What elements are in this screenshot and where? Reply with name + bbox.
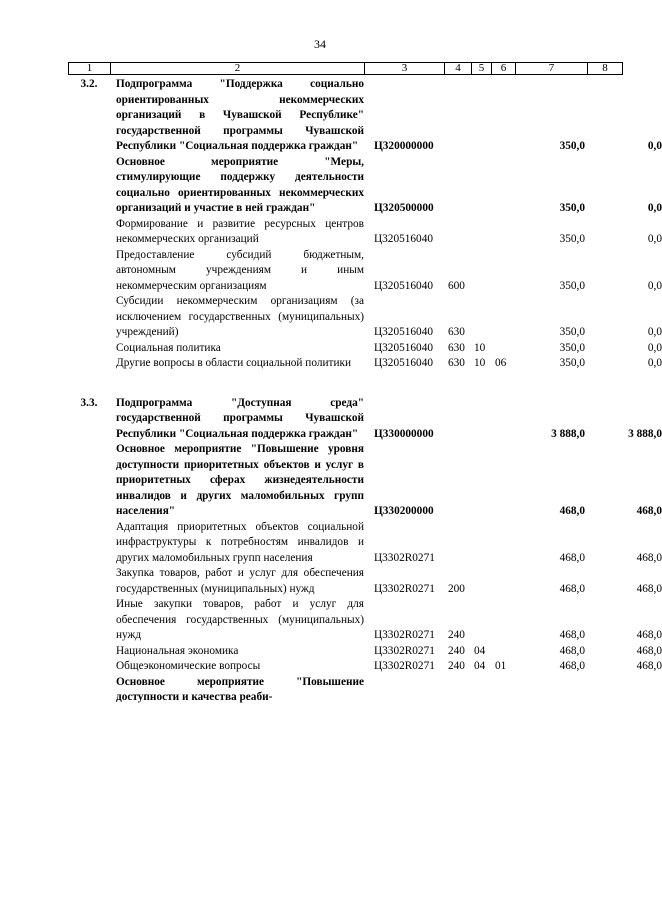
table-row xyxy=(68,396,662,443)
amount-col-8: 0,0 xyxy=(647,140,662,152)
target-article-code: Ц320516040 xyxy=(374,279,433,292)
row-name: Общеэкономические вопросы xyxy=(116,660,261,672)
expense-type-code: 630 xyxy=(448,326,465,338)
target-article-code: Ц320000000 xyxy=(374,140,434,152)
column-header-1: 1 xyxy=(69,63,111,75)
target-article-code: Ц3302R0271 xyxy=(374,582,435,595)
amount-col-8: 468,0 xyxy=(636,505,662,517)
section-code: 04 xyxy=(474,660,486,672)
column-header-5: 5 xyxy=(472,63,492,75)
amount-col-8: 468,0 xyxy=(636,551,662,564)
row-name: Подпрограмма "Поддержка социально ориентированных некоммерческих организаций в Чувашской Республике" государственной программы Чувашской Республики "Социальная поддержка граждан" xyxy=(116,78,364,152)
target-article-code: Ц320516040 xyxy=(374,233,433,245)
table-row xyxy=(68,597,662,644)
row-name: Иные закупки товаров, работ и услуг для обеспечения государственных (муниципальных) нужд xyxy=(116,598,364,641)
row-name: Адаптация приоритетных объектов социальной инфраструктуры к потребностям инвалидов и других маломобильных групп населения xyxy=(116,520,364,564)
row-spacer xyxy=(68,372,622,396)
target-article-code: Ц330200000 xyxy=(374,505,434,517)
target-article-code: Ц330000000 xyxy=(374,427,434,440)
amount-col-7: 350,0 xyxy=(559,341,585,354)
row-name: Основное мероприятие "Повышение уровня доступности приоритетных объектов и услуг в приоритетных сферах жизнедеятельности инвалидов и других маломобильных групп населения" xyxy=(116,443,364,517)
amount-col-7: 350,0 xyxy=(559,140,585,152)
section-code: 10 xyxy=(474,357,486,369)
row-name: Предоставление субсидий бюджетным, автономным учреждениям и иным некоммерческим организациям xyxy=(116,248,364,292)
row-name: Основное мероприятие "Меры, стимулирующие поддержку деятельности социально ориентированных некоммерческих организаций и участие в ней граждан" xyxy=(116,155,364,214)
subsection-code: 06 xyxy=(495,357,507,369)
row-name: Основное мероприятие "Повышение доступности и качества реаби- xyxy=(116,675,364,703)
expense-type-code: 630 xyxy=(448,341,465,354)
amount-col-8: 468,0 xyxy=(636,629,662,641)
amount-col-8: 0,0 xyxy=(647,357,662,369)
amount-col-7: 350,0 xyxy=(559,202,585,214)
column-header-3: 3 xyxy=(365,63,445,75)
expense-type-code: 240 xyxy=(448,644,465,657)
table-row xyxy=(68,520,662,567)
row-name: Социальная политика xyxy=(116,341,221,354)
column-header-table xyxy=(68,62,623,75)
row-name: Другие вопросы в области социальной политики xyxy=(116,357,352,369)
amount-col-7: 350,0 xyxy=(559,233,585,245)
target-article-code: Ц320516040 xyxy=(374,341,433,354)
row-name: Субсидии некоммерческим организациям (за исключением государственных (муниципальных) учреждений) xyxy=(116,295,364,338)
row-number: 3.3. xyxy=(80,396,98,409)
row-name: Закупка товаров, работ и услуг для обеспечения государственных (муниципальных) нужд xyxy=(116,567,364,595)
column-header-7: 7 xyxy=(516,63,588,75)
expense-type-code: 630 xyxy=(448,357,465,369)
section-code: 04 xyxy=(474,644,486,657)
table-row xyxy=(68,217,662,248)
column-header-2: 2 xyxy=(111,63,365,75)
amount-col-7: 468,0 xyxy=(559,644,585,657)
row-name: Национальная экономика xyxy=(116,644,239,657)
amount-col-7: 350,0 xyxy=(559,279,585,292)
row-name: Формирование и развитие ресурсных центров некоммерческих организаций xyxy=(116,217,364,245)
subsection-code: 01 xyxy=(495,660,507,672)
table-row xyxy=(68,341,662,357)
target-article-code: Ц320516040 xyxy=(374,326,433,338)
amount-col-7: 350,0 xyxy=(559,326,585,338)
budget-table-body xyxy=(68,77,662,706)
amount-col-8: 0,0 xyxy=(647,279,662,292)
amount-col-7: 350,0 xyxy=(559,357,585,369)
column-header-8: 8 xyxy=(588,63,623,75)
column-header-4: 4 xyxy=(445,63,472,75)
amount-col-7: 468,0 xyxy=(559,629,585,641)
target-article-code: Ц320516040 xyxy=(374,357,433,369)
table-row xyxy=(68,155,662,217)
table-row xyxy=(68,356,662,372)
amount-col-7: 468,0 xyxy=(559,582,585,595)
amount-col-8: 0,0 xyxy=(647,233,662,245)
amount-col-8: 468,0 xyxy=(636,660,662,672)
column-header-6: 6 xyxy=(492,63,516,75)
amount-col-7: 468,0 xyxy=(559,505,585,517)
row-number: 3.2. xyxy=(80,78,98,90)
expense-type-code: 600 xyxy=(448,279,465,292)
expense-type-code: 200 xyxy=(448,582,465,595)
row-name: Подпрограмма "Доступная среда" государственной программы Чувашской Республики "Социальная поддержка граждан" xyxy=(116,396,364,440)
column-header-row xyxy=(69,63,623,75)
amount-col-8: 3 888,0 xyxy=(628,427,662,440)
amount-col-8: 0,0 xyxy=(647,341,662,354)
target-article-code: Ц3302R0271 xyxy=(374,629,435,641)
amount-col-8: 468,0 xyxy=(636,644,662,657)
target-article-code: Ц3302R0271 xyxy=(374,660,435,672)
amount-col-7: 468,0 xyxy=(559,660,585,672)
table-row xyxy=(68,248,662,295)
expense-type-code: 240 xyxy=(448,660,465,672)
table-row xyxy=(68,442,662,520)
expense-type-code: 240 xyxy=(448,629,465,641)
table-row xyxy=(68,566,662,597)
page-number: 34 xyxy=(314,37,326,51)
target-article-code: Ц320500000 xyxy=(374,202,434,214)
amount-col-7: 468,0 xyxy=(559,551,585,564)
table-row xyxy=(68,77,662,155)
target-article-code: Ц3302R0271 xyxy=(374,644,435,657)
amount-col-7: 3 888,0 xyxy=(551,427,585,440)
amount-col-8: 0,0 xyxy=(647,326,662,338)
amount-col-8: 0,0 xyxy=(647,202,662,214)
table-row xyxy=(68,644,662,660)
table-row xyxy=(68,659,662,675)
target-article-code: Ц3302R0271 xyxy=(374,551,435,564)
section-code: 10 xyxy=(474,341,486,354)
table-row xyxy=(68,294,662,341)
table-row xyxy=(68,675,622,706)
amount-col-8: 468,0 xyxy=(636,582,662,595)
